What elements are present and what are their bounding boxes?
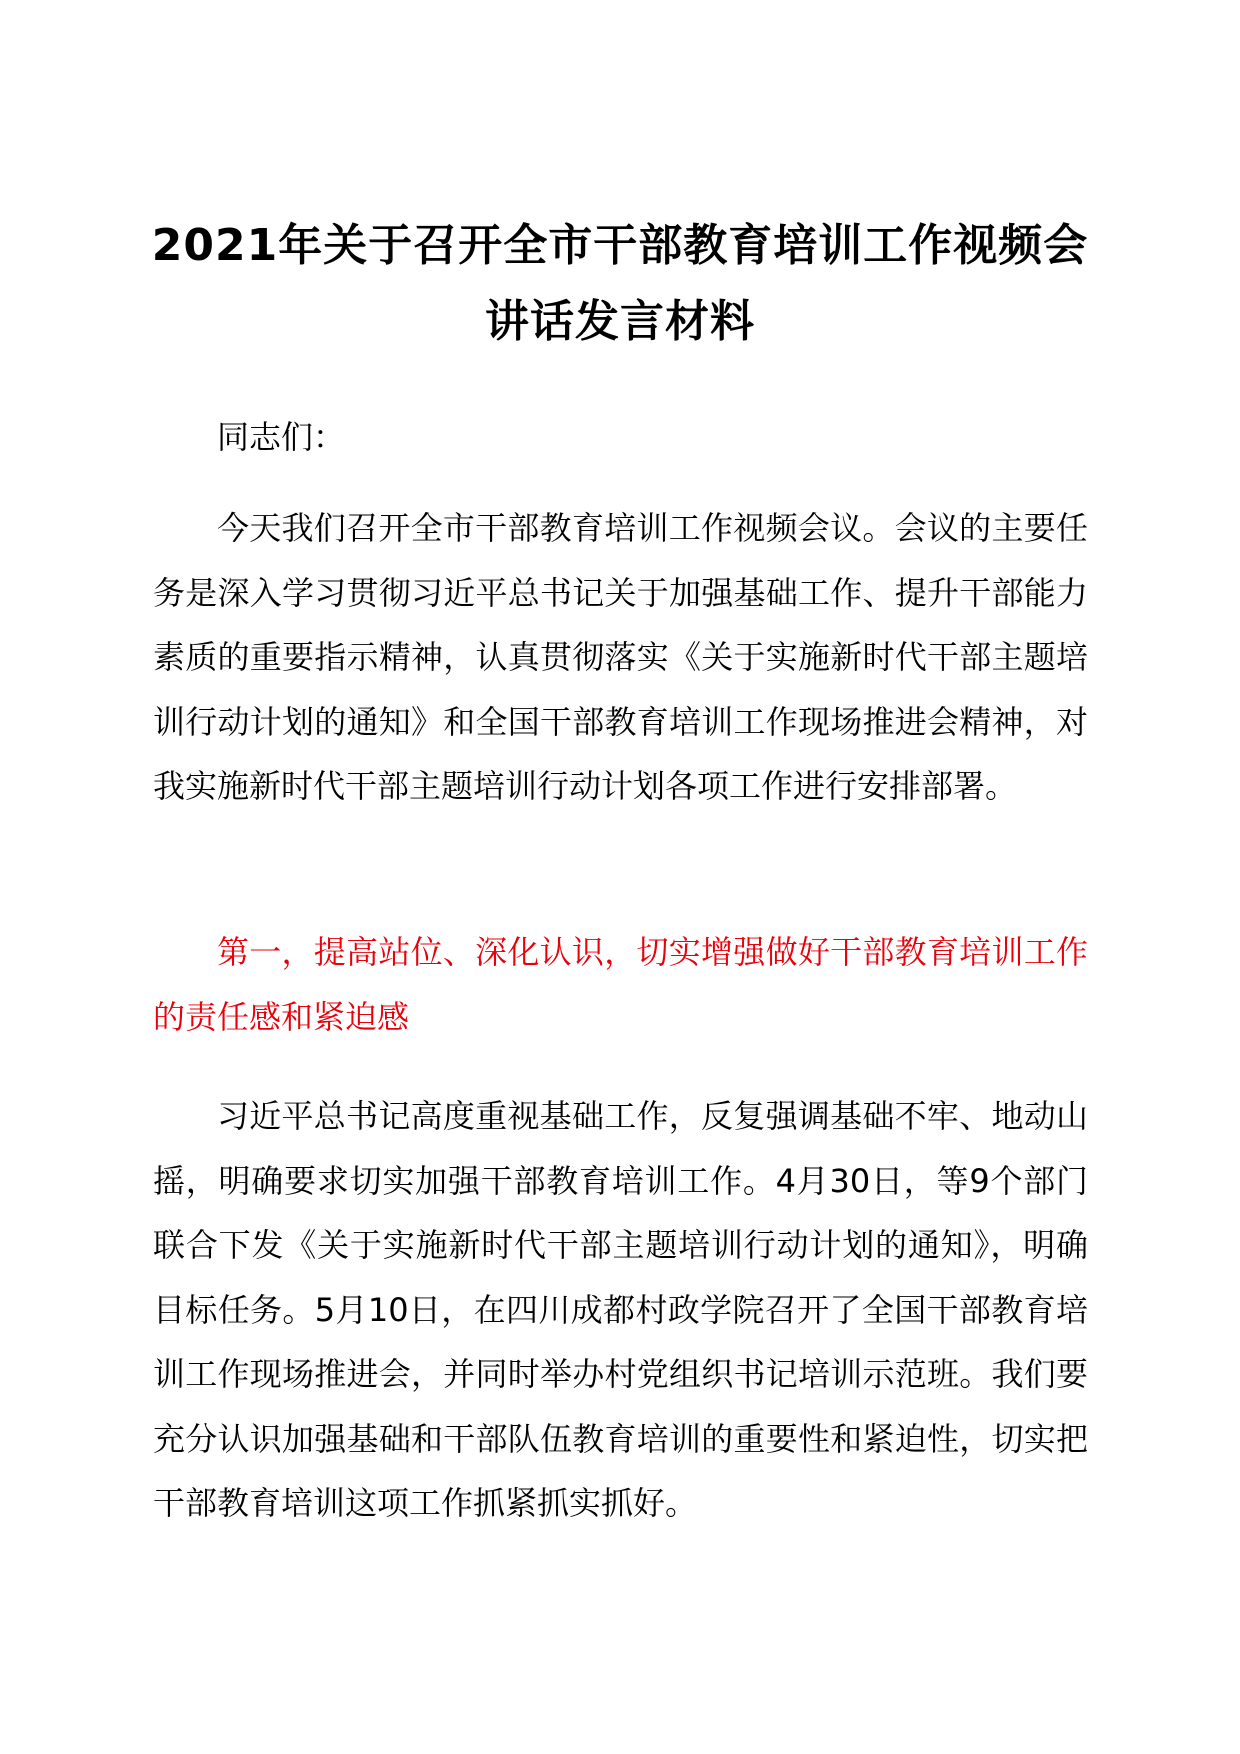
paragraph-intro: 今天我们召开全市干部教育培训工作视频会议。会议的主要任务是深入学习贯彻习近平总书记关于加强基础工作、提升干部能力素质的重要指示精神，认真贯彻落实《关于实施新时代干部主题培训行动计划的通知》和全国干部教育培训工作现场推进会精神，对我实施新时代干部主题培训行动计划各项工作进行安排部署。	[153, 509, 1088, 805]
paragraph-body: 习近平总书记高度重视基础工作，反复强调基础不牢、地动山摇，明确要求切实加强干部教育培训工作。4月30日，等9个部门联合下发《关于实施新时代干部主题培训行动计划的通知》，明确目标任务。5月10日，在四川成都村政学院召开了全国干部教育培训工作现场推进会，并同时举办村党组织书记培训示范班。我们要充分认识加强基础和干部队伍教育培训的重要性和紧迫性，切实把干部教育培训这项工作抓紧抓实抓好。	[153, 1097, 1088, 1522]
salutation: 同志们：	[217, 418, 346, 456]
document-title: 2021年关于召开全市干部教育培训工作视频会讲话发言材料	[151, 220, 1089, 347]
section-heading: 第一，提高站位、深化认识，切实增强做好干部教育培训工作的责任感和紧迫感	[153, 933, 1088, 1036]
